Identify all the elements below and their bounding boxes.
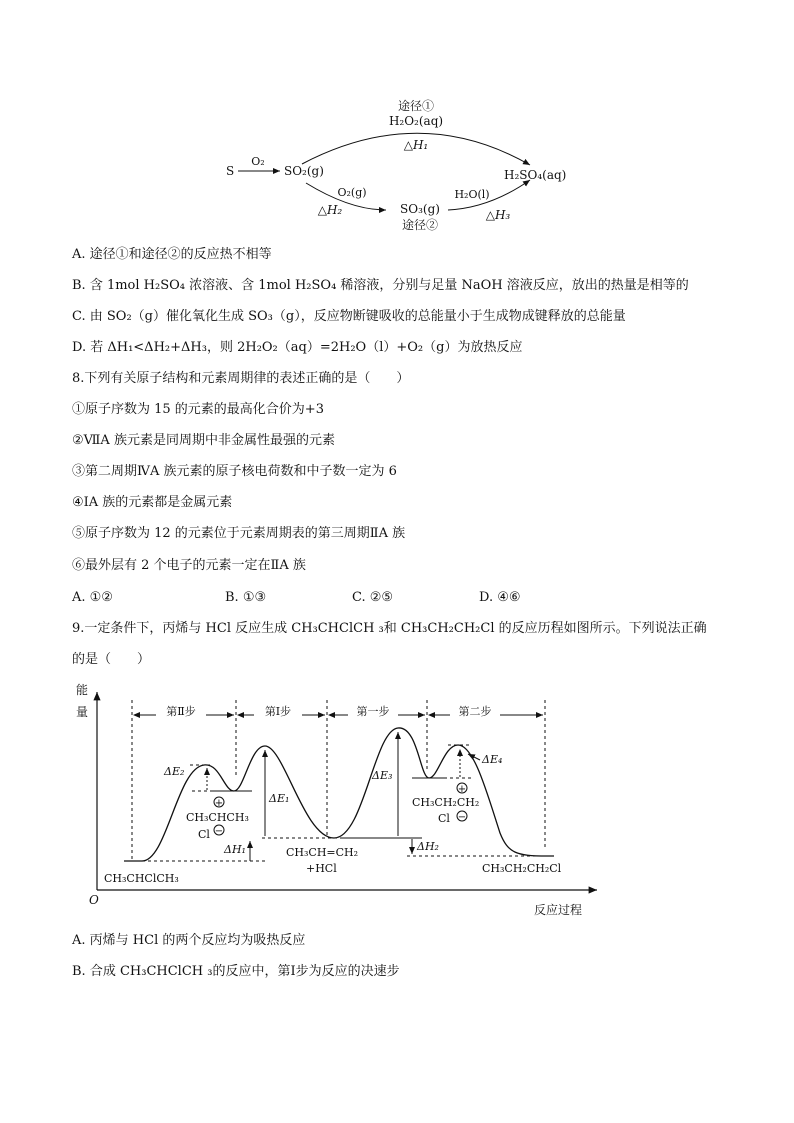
dh3-label: △H₃ <box>485 208 511 222</box>
product-right-label: CH₃CH₂CH₂Cl <box>482 862 562 875</box>
h2o-reagent: H₂O(l) <box>454 188 490 201</box>
svg-text:+: + <box>457 784 467 795</box>
x-label: 反应过程 <box>534 903 583 917</box>
route1-reagent: H₂O₂(aq) <box>388 114 444 128</box>
step-label-2: 第Ⅱ步 <box>166 705 196 718</box>
o2g-reagent: O₂(g) <box>337 186 367 199</box>
q7-option-b: B. 含 1mol H₂SO₄ 浓溶液、含 1mol H₂SO₄ 稀溶液，分别与足量 NaOH 溶液反应，放出的热量是相等的 <box>72 278 689 293</box>
so2: SO₂(g) <box>284 164 324 178</box>
q8-item-3: ③第二周期ⅣA 族元素的原子核电荷数和中子数一定为 6 <box>72 464 397 479</box>
q8-item-5: ⑤原子序数为 12 的元素位于元素周期表的第三周期ⅡA 族 <box>72 526 406 541</box>
dE1-label: ΔE₁ <box>269 792 290 805</box>
dE2-label: ΔE₂ <box>164 765 185 778</box>
q8-option-d: D. ④⑥ <box>479 590 521 605</box>
dh2-label: △H₂ <box>317 203 343 217</box>
cl-left-label: Cl <box>198 828 210 841</box>
reactant-label-1: CH₃CH=CH₂ <box>286 846 359 859</box>
step-label-second: 第二步 <box>458 705 492 718</box>
intermediate-right-label: CH₃CH₂CH₂ <box>412 796 480 809</box>
q9-option-b: B. 合成 CH₃CHClCH ₃的反应中，第Ⅰ步为反应的决速步 <box>72 964 400 979</box>
route1-dh: △H₁ <box>403 138 429 152</box>
y-label-2: 量 <box>76 705 89 719</box>
svg-text:−: − <box>214 826 224 837</box>
o2-reagent: O₂ <box>251 155 265 168</box>
sulfur: S <box>226 164 235 178</box>
q8-item-2: ②ⅦA 族元素是同周期中非金属性最强的元素 <box>72 433 335 448</box>
dE4-label: ΔE₄ <box>482 753 503 766</box>
cl-right-label: Cl <box>438 812 450 825</box>
q9-option-a: A. 丙烯与 HCl 的两个反应均为吸热反应 <box>72 933 306 948</box>
reactant-label-2: +HCl <box>306 862 337 875</box>
energy-diagram <box>72 678 612 923</box>
so3: SO₃(g) <box>400 202 440 216</box>
step-label-1: 第Ⅰ步 <box>264 705 292 718</box>
dE3-label: ΔE₃ <box>372 769 393 782</box>
intermediate-left-label: CH₃CHCH₃ <box>186 811 249 824</box>
dE4-pointer <box>468 754 480 760</box>
svg-text:+: + <box>214 798 224 809</box>
q8-option-c: C. ②⑤ <box>352 590 394 605</box>
q9-stem-line2: 的是（ ） <box>72 652 151 667</box>
q8-option-b: B. ①③ <box>225 590 267 605</box>
q7-option-a: A. 途径①和途径②的反应热不相等 <box>72 247 272 262</box>
route1-label: 途径① <box>397 99 435 113</box>
route2-label: 途径② <box>401 218 439 232</box>
q7-option-d: D. 若 ΔH₁<ΔH₂+ΔH₃，则 2H₂O₂（aq）=2H₂O（l）+O₂（g）为放热反应 <box>72 340 523 355</box>
q8-option-a: A. ①② <box>72 590 113 605</box>
energy-curve <box>124 728 554 861</box>
h2so4: H₂SO₄(aq) <box>504 168 567 182</box>
dH1-label: ΔH₁ <box>224 843 246 856</box>
q9-stem-line1: 9.一定条件下，丙烯与 HCl 反应生成 CH₃CHClCH ₃和 CH₃CH₂CH₂Cl 的反应历程如图所示。下列说法正确 <box>72 621 707 636</box>
y-label-1: 能 <box>76 683 89 697</box>
dH2-label: ΔH₂ <box>417 840 439 853</box>
q8-item-1: ①原子序数为 15 的元素的最高化合价为+3 <box>72 402 324 417</box>
q8-stem: 8.下列有关原子结构和元素周期律的表述正确的是（ ） <box>72 371 410 386</box>
q8-item-6: ⑥最外层有 2 个电子的元素一定在ⅡA 族 <box>72 558 306 573</box>
q8-item-4: ④ⅠA 族的元素都是金属元素 <box>72 495 233 510</box>
product-left-label: CH₃CHClCH₃ <box>104 872 179 885</box>
origin-label: O <box>89 893 99 907</box>
route-diagram <box>220 92 580 237</box>
svg-text:−: − <box>457 812 467 823</box>
step-label-first: 第一步 <box>356 705 390 718</box>
q7-option-c: C. 由 SO₂（g）催化氧化生成 SO₃（g），反应物断键吸收的总能量小于生成物成键释放的总能量 <box>72 309 626 324</box>
